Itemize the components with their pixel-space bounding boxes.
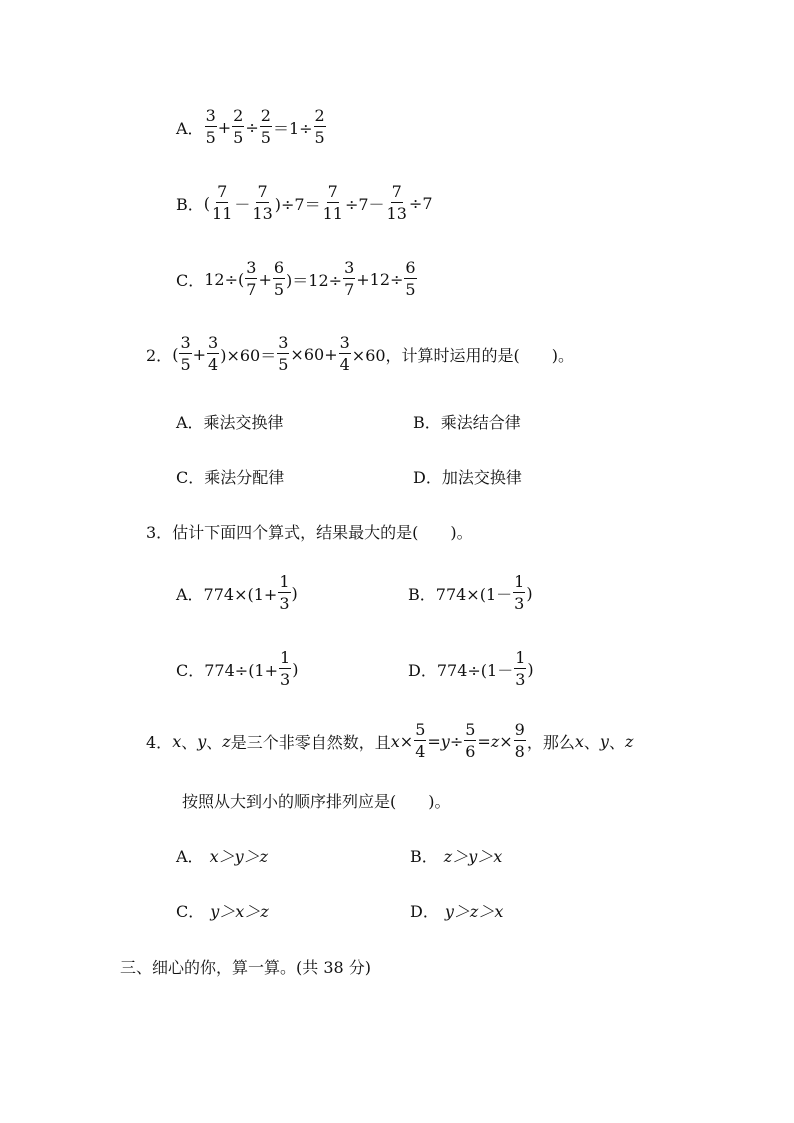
- fraction: $\frac{3}{4}$: [339, 333, 350, 374]
- fraction: $\frac{1}{3}$: [515, 648, 526, 689]
- q2-option-a: A．乘法交换律: [176, 413, 284, 432]
- expression-text: ): [291, 583, 298, 603]
- q2-stem: [146, 335, 574, 373]
- fraction: $\frac{7}{13}$: [386, 182, 407, 223]
- question-text: 是三个非零自然数，且: [230, 732, 391, 752]
- operator: ×: [499, 731, 513, 751]
- fraction: $\frac{7}{11}$: [322, 182, 343, 223]
- question-number: 4．: [146, 732, 173, 752]
- operator: ÷: [449, 731, 464, 751]
- option-expression: y＞z＞x: [444, 902, 504, 921]
- operator: ×: [399, 731, 414, 751]
- variable-y: y: [599, 731, 609, 751]
- fraction: $\frac{1}{3}$: [279, 572, 290, 613]
- expression-text: ×60+: [290, 344, 338, 364]
- expression-text: )×60＝: [220, 345, 277, 365]
- fraction: $\frac{1}{3}$: [514, 572, 525, 613]
- expression-text: ＝1÷: [272, 118, 313, 138]
- q3-option-d: [408, 650, 534, 688]
- fraction: $\frac{3}{4}$: [208, 333, 219, 374]
- fraction: $\frac{2}{5}$: [314, 106, 325, 147]
- q4-stem: [146, 722, 633, 760]
- operator: －: [234, 194, 251, 214]
- variable-z: z: [222, 731, 231, 751]
- separator: 、: [206, 732, 223, 752]
- fraction: $\frac{3}{7}$: [246, 258, 257, 299]
- q4-option-a: [176, 844, 268, 867]
- section-3-heading: 三、细心的你，算一算。(共 38 分): [120, 958, 372, 977]
- option-label: B．: [410, 847, 438, 866]
- expression-text: ): [527, 659, 534, 679]
- separator: 、: [583, 732, 600, 752]
- q4-stem-continued: 按照从大到小的顺序排列应是( )。: [182, 792, 451, 811]
- q4-option-d: [410, 899, 503, 922]
- fraction: $\frac{2}{5}$: [260, 106, 271, 147]
- variable-x: x: [390, 731, 400, 751]
- operator: =: [427, 731, 441, 751]
- expression-text: ): [526, 583, 533, 603]
- q1-option-b: [176, 184, 433, 222]
- expression-text: (: [172, 344, 179, 364]
- q3-option-c: [176, 650, 298, 688]
- q3-stem: 3．估计下面四个算式，结果最大的是( )。: [146, 523, 473, 542]
- separator: 、: [608, 732, 625, 752]
- fraction: $\frac{3}{5}$: [278, 333, 289, 374]
- expression-text: C．774÷(1+: [176, 660, 279, 680]
- option-expression: x＞y＞z: [209, 847, 269, 866]
- q3-option-a: [176, 574, 298, 612]
- fraction: $\frac{7}{11}$: [212, 182, 233, 223]
- q3-option-b: [408, 574, 533, 612]
- q4-option-b: [410, 844, 502, 867]
- fraction: $\frac{7}{13}$: [252, 182, 273, 223]
- variable-z: z: [490, 731, 500, 751]
- fraction: $\frac{3}{7}$: [344, 258, 355, 299]
- variable-x: x: [574, 731, 584, 751]
- operator: +: [192, 344, 207, 364]
- q2-option-c: C．乘法分配律: [176, 468, 285, 487]
- fraction: $\frac{5}{6}$: [465, 720, 476, 761]
- variable-y: y: [440, 731, 450, 751]
- option-label: A．: [176, 847, 204, 866]
- option-label: D．: [410, 902, 439, 921]
- operator: =: [477, 731, 491, 751]
- option-label: B．: [176, 194, 204, 214]
- fraction: $\frac{2}{5}$: [233, 106, 244, 147]
- q1-option-a: [176, 108, 327, 146]
- expression-text: B．774×(1－: [408, 584, 513, 604]
- fraction: $\frac{1}{3}$: [280, 648, 291, 689]
- option-expression: z＞y＞x: [443, 847, 503, 866]
- expression-text: ÷7: [408, 193, 433, 213]
- option-label: C．: [176, 902, 205, 921]
- expression-text: D．774÷(1－: [408, 660, 514, 680]
- q2-option-b: B．乘法结合律: [413, 413, 521, 432]
- expression-text: (: [203, 193, 211, 213]
- operator: ÷: [245, 117, 259, 137]
- question-text: ×60，计算时运用的是( )。: [351, 345, 575, 365]
- fraction: $\frac{6}{5}$: [273, 258, 285, 299]
- operator: +: [217, 117, 232, 137]
- expression-text: ): [292, 659, 299, 679]
- fraction: $\frac{5}{4}$: [415, 720, 426, 761]
- expression-text: A．774×(1+: [176, 584, 278, 604]
- option-label: A．: [176, 118, 204, 138]
- q2-option-d: D．加法交换律: [413, 468, 522, 487]
- fraction: $\frac{3}{5}$: [205, 106, 216, 147]
- variable-x: x: [172, 731, 182, 751]
- option-expression: y＞x＞z: [210, 902, 269, 921]
- question-text: ，那么: [526, 732, 575, 752]
- question-number: 2．: [146, 345, 173, 365]
- q4-option-c: [176, 899, 269, 922]
- fraction: $\frac{3}{5}$: [180, 333, 191, 374]
- separator: 、: [181, 732, 198, 752]
- expression-text: +12÷: [356, 269, 404, 289]
- fraction: $\frac{9}{8}$: [514, 720, 525, 761]
- expression-text: )＝12÷: [286, 270, 343, 290]
- variable-y: y: [197, 731, 207, 751]
- expression-text: ÷7－: [344, 194, 385, 214]
- fraction: $\frac{6}{5}$: [405, 258, 416, 299]
- variable-z: z: [624, 731, 634, 751]
- expression-text: 12÷(: [204, 269, 245, 289]
- option-label: C．: [176, 270, 205, 290]
- operator: +: [258, 269, 272, 289]
- q1-option-c: [176, 260, 418, 298]
- expression-text: )÷7＝: [274, 194, 321, 214]
